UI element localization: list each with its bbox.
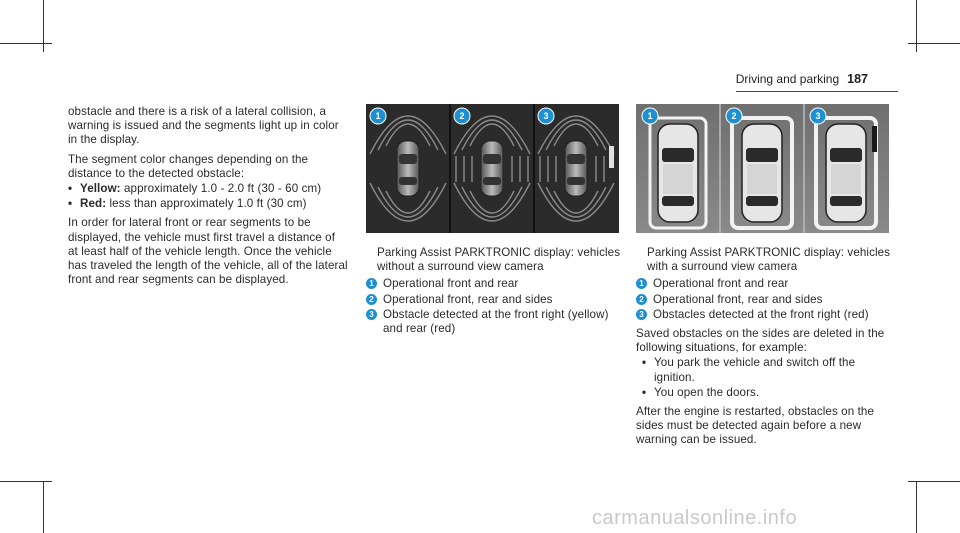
bullet-item xyxy=(636,386,898,400)
number-badge-icon: 1 xyxy=(366,278,377,289)
crop-mark xyxy=(916,0,917,52)
crop-mark xyxy=(0,43,52,44)
list-item xyxy=(366,293,624,307)
saved-obstacles-paragraph: Saved obstacles on the sides are deleted in the following situations, for example: xyxy=(636,327,885,355)
bullet-text: approximately 1.0 - 2.0 ft (30 - 60 cm) xyxy=(120,182,322,196)
bullet-icon: • xyxy=(68,197,73,211)
intro-paragraph: obstacle and there is a risk of a lateral collision, a warning is issued and the segments light up in color in the display. xyxy=(68,105,339,147)
list-item xyxy=(636,308,898,322)
crop-mark xyxy=(43,0,44,52)
bullet-label: Yellow: xyxy=(80,182,121,196)
figure-caption: Parking Assist PARKTRONIC display: vehicles with a surround view camera xyxy=(647,246,891,274)
bullet-icon: • xyxy=(68,182,73,196)
obstacle-marker xyxy=(872,126,877,152)
bullet-item xyxy=(68,182,348,196)
after-restart-paragraph: After the engine is restarted, obstacles on the sides must be detected again before a new warning can be issued. xyxy=(636,405,875,447)
figure-label: 1 xyxy=(647,111,653,121)
bullet-item xyxy=(636,356,898,384)
number-badge-icon: 2 xyxy=(636,294,647,305)
number-badge-icon: 3 xyxy=(366,309,377,320)
list-item-text: Operational front and rear xyxy=(383,277,519,291)
bullet-item xyxy=(68,197,348,211)
bullet-text: You park the vehicle and switch off the ignition. xyxy=(654,356,856,384)
section-title: Driving and parking xyxy=(735,72,840,86)
page-header xyxy=(736,72,868,86)
list-item-text: Obstacles detected at the front right (red) xyxy=(653,307,869,321)
parktronic-figure-no-camera xyxy=(366,104,619,233)
bullet-icon: • xyxy=(642,385,647,399)
obstacle-marker xyxy=(609,146,614,168)
outro-paragraph: In order for lateral front or rear segments to be displayed, the vehicle must first travel a distance of at least half of the vehicle length. Once the vehicle has traveled the length of the vehicle, all of the lateral front and rear segments can be displayed. xyxy=(68,216,348,287)
list-item xyxy=(366,277,624,291)
text-column-left xyxy=(68,105,348,292)
bullet-icon: • xyxy=(642,356,647,370)
number-badge-icon: 2 xyxy=(366,294,377,305)
parktronic-figure-surround-camera xyxy=(636,104,889,233)
text-column-middle xyxy=(366,246,624,337)
page-number: 187 xyxy=(847,72,868,86)
list-item-text: Operational front and rear xyxy=(653,277,789,291)
list-item-text: Obstacle detected at the front right (yellow) and rear (red) xyxy=(383,307,609,336)
number-badge-icon: 1 xyxy=(636,278,647,289)
crop-mark xyxy=(43,481,44,533)
number-badge-icon: 3 xyxy=(636,309,647,320)
bullet-text: You open the doors. xyxy=(654,385,760,399)
list-item xyxy=(636,293,898,307)
segment-paragraph: The segment color changes depending on the distance to the detected obstacle: xyxy=(68,152,309,180)
header-rule xyxy=(736,91,898,92)
panel-1 xyxy=(650,118,706,228)
figure-label: 2 xyxy=(459,111,465,121)
list-item-text: Operational front, rear and sides xyxy=(653,292,823,306)
text-column-right xyxy=(636,246,898,453)
list-item-text: Operational front, rear and sides xyxy=(383,292,553,306)
watermark: carmanualsonline.info xyxy=(592,507,798,529)
figure-label: 2 xyxy=(731,111,737,121)
crop-mark xyxy=(916,481,917,533)
list-item xyxy=(366,308,624,336)
figure-label: 3 xyxy=(815,111,821,121)
bullet-label: Red: xyxy=(80,197,107,211)
figure-label: 1 xyxy=(375,111,381,121)
figure-caption: Parking Assist PARKTRONIC display: vehicles without a surround view camera xyxy=(377,246,621,274)
figure-label: 3 xyxy=(543,111,549,121)
crop-mark xyxy=(0,481,52,482)
bullet-text: less than approximately 1.0 ft (30 cm) xyxy=(106,197,307,211)
list-item xyxy=(636,277,898,291)
